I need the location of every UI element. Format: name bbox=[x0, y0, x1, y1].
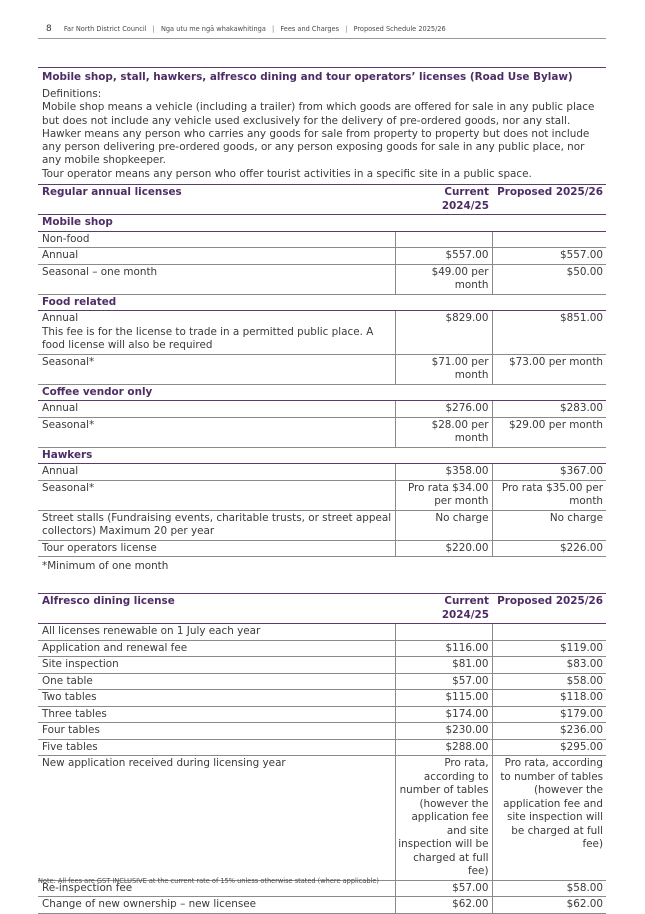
group-header-row bbox=[38, 215, 606, 232]
row-label bbox=[38, 417, 395, 447]
row-label bbox=[38, 510, 395, 540]
table-row bbox=[38, 231, 606, 248]
column-header-current: Current 2024/25 bbox=[395, 594, 492, 624]
table-header-row bbox=[38, 185, 606, 215]
row-label bbox=[38, 480, 395, 510]
table-header-row bbox=[38, 594, 606, 624]
row-current-fee: $115.00 bbox=[395, 690, 492, 707]
row-current-fee: $71.00 per month bbox=[395, 354, 492, 384]
row-proposed-fee: $29.00 per month bbox=[492, 417, 606, 447]
row-current-fee: $288.00 bbox=[395, 739, 492, 756]
row-current-fee: $276.00 bbox=[395, 401, 492, 418]
group-title: Coffee vendor only bbox=[38, 384, 606, 401]
row-label-text: All licenses renewable on 1 July each year bbox=[42, 625, 261, 638]
table-row bbox=[38, 723, 606, 740]
row-label-text: Change of new ownership – new licensee bbox=[42, 898, 257, 911]
row-proposed-fee: $557.00 bbox=[492, 248, 606, 265]
group-header-row bbox=[38, 447, 606, 464]
row-proposed-fee: No charge bbox=[492, 510, 606, 540]
row-proposed-fee bbox=[492, 624, 606, 641]
row-proposed-fee: $236.00 bbox=[492, 723, 606, 740]
definition-tour-operator: Tour operator means any person who offer tourist activities in a specific site in a public space. bbox=[42, 167, 532, 180]
row-proposed-fee: $73.00 per month bbox=[492, 354, 606, 384]
table-row bbox=[38, 739, 606, 756]
group-header-row bbox=[38, 294, 606, 311]
page-content bbox=[38, 67, 606, 914]
row-proposed-fee: $58.00 bbox=[492, 673, 606, 690]
group-header-row bbox=[38, 384, 606, 401]
row-proposed-fee: $50.00 bbox=[492, 264, 606, 294]
row-current-fee: $358.00 bbox=[395, 464, 492, 481]
row-current-fee: $57.00 bbox=[395, 673, 492, 690]
header-separator: | bbox=[152, 25, 155, 33]
row-current-fee: $81.00 bbox=[395, 657, 492, 674]
row-label bbox=[38, 739, 395, 756]
row-label bbox=[38, 540, 395, 557]
column-header-current: Current 2024/25 bbox=[395, 185, 492, 215]
header-section: Fees and Charges bbox=[280, 25, 340, 33]
table-row bbox=[38, 264, 606, 294]
table-row bbox=[38, 657, 606, 674]
row-label-text: Tour operators license bbox=[42, 541, 157, 554]
row-proposed-fee: $367.00 bbox=[492, 464, 606, 481]
row-label bbox=[38, 264, 395, 294]
row-proposed-fee: Pro rata $35.00 per month bbox=[492, 480, 606, 510]
group-title: Food related bbox=[38, 294, 606, 311]
row-proposed-fee: $62.00 bbox=[492, 897, 606, 914]
table-row bbox=[38, 311, 606, 355]
row-label bbox=[38, 706, 395, 723]
section-title: Mobile shop, stall, hawkers, alfresco dining and tour operators’ licenses (Road Use Bylaw) bbox=[38, 67, 606, 85]
row-label-text: Five tables bbox=[42, 740, 98, 753]
row-label-text: Annual bbox=[42, 402, 79, 415]
row-proposed-fee: $295.00 bbox=[492, 739, 606, 756]
table-row bbox=[38, 354, 606, 384]
header-separator: | bbox=[272, 25, 275, 33]
row-label bbox=[38, 231, 395, 248]
row-label-text: Seasonal – one month bbox=[42, 265, 158, 278]
row-label-text: One table bbox=[42, 674, 93, 687]
table-row bbox=[38, 510, 606, 540]
table-row bbox=[38, 756, 606, 881]
row-proposed-fee: Pro rata, according to number of tables (however the application fee and site inspection will be charged at full fee) bbox=[492, 756, 606, 881]
footer-note: Note: All fees are GST INCLUSIVE at the current rate of 15% unless otherwise stated (where applicable) bbox=[38, 877, 379, 885]
row-label-text: Two tables bbox=[42, 691, 97, 704]
definitions-heading: Definitions: bbox=[42, 88, 102, 100]
row-current-fee: $829.00 bbox=[395, 311, 492, 355]
row-label bbox=[38, 897, 395, 914]
row-label-detail: This fee is for the license to trade in a permitted public place. A food license will also be required bbox=[42, 325, 374, 352]
table-row bbox=[38, 706, 606, 723]
table-row bbox=[38, 690, 606, 707]
alfresco-dining-table bbox=[38, 593, 606, 914]
row-label bbox=[38, 723, 395, 740]
row-proposed-fee: $118.00 bbox=[492, 690, 606, 707]
table-row bbox=[38, 624, 606, 641]
row-current-fee: $116.00 bbox=[395, 640, 492, 657]
row-label bbox=[38, 311, 395, 355]
row-label-text: Application and renewal fee bbox=[42, 641, 188, 654]
row-current-fee bbox=[395, 231, 492, 248]
group-title: Hawkers bbox=[38, 447, 606, 464]
column-header-proposed: Proposed 2025/26 bbox=[492, 594, 606, 624]
row-label-text: New application received during licensing year bbox=[42, 757, 286, 770]
table-row bbox=[38, 897, 606, 914]
table-row bbox=[38, 248, 606, 265]
table-row bbox=[38, 673, 606, 690]
regular-licenses-table bbox=[38, 184, 606, 557]
row-label bbox=[38, 690, 395, 707]
row-proposed-fee: $851.00 bbox=[492, 311, 606, 355]
table-row bbox=[38, 640, 606, 657]
row-label-text: Re-inspection fee bbox=[42, 881, 133, 894]
row-current-fee: $57.00 bbox=[395, 880, 492, 897]
row-label bbox=[38, 354, 395, 384]
row-label-text: Annual bbox=[42, 465, 79, 478]
row-label-text: Annual bbox=[42, 249, 79, 262]
row-proposed-fee: $83.00 bbox=[492, 657, 606, 674]
row-label-text: Seasonal* bbox=[42, 418, 95, 431]
definitions-block bbox=[38, 85, 606, 184]
row-current-fee: $220.00 bbox=[395, 540, 492, 557]
row-current-fee: Pro rata, according to number of tables (however the application fee and site inspection will be charged at full fee) bbox=[395, 756, 492, 881]
row-label-text: Non-food bbox=[42, 232, 90, 245]
row-current-fee: No charge bbox=[395, 510, 492, 540]
row-label bbox=[38, 756, 395, 881]
group-title: Mobile shop bbox=[38, 215, 606, 232]
row-label-text: Four tables bbox=[42, 724, 100, 737]
row-label-text: Three tables bbox=[42, 707, 107, 720]
row-proposed-fee bbox=[492, 231, 606, 248]
row-label bbox=[38, 248, 395, 265]
column-header-item: Regular annual licenses bbox=[38, 185, 395, 215]
column-header-item: Alfresco dining license bbox=[38, 594, 395, 624]
row-label-text: Seasonal* bbox=[42, 355, 95, 368]
row-proposed-fee: $58.00 bbox=[492, 880, 606, 897]
row-label-text: Site inspection bbox=[42, 658, 119, 671]
page-number: 8 bbox=[46, 24, 52, 34]
page-header bbox=[46, 24, 606, 34]
table-row bbox=[38, 464, 606, 481]
table-row bbox=[38, 401, 606, 418]
row-current-fee: $174.00 bbox=[395, 706, 492, 723]
row-label bbox=[38, 673, 395, 690]
row-label-text: Street stalls (Fundraising events, charitable trusts, or street appeal collectors) Maximum 20 per year bbox=[42, 511, 392, 538]
row-current-fee: Pro rata $34.00 per month bbox=[395, 480, 492, 510]
header-maori-title: Nga utu me ngā whakawhitinga bbox=[160, 25, 266, 33]
table-row bbox=[38, 417, 606, 447]
row-current-fee: $49.00 per month bbox=[395, 264, 492, 294]
row-current-fee: $230.00 bbox=[395, 723, 492, 740]
header-rule bbox=[38, 38, 606, 39]
table-row bbox=[38, 480, 606, 510]
column-header-proposed: Proposed 2025/26 bbox=[492, 185, 606, 215]
row-label bbox=[38, 464, 395, 481]
row-label bbox=[38, 640, 395, 657]
row-proposed-fee: $179.00 bbox=[492, 706, 606, 723]
row-proposed-fee: $283.00 bbox=[492, 401, 606, 418]
minimum-note: *Minimum of one month bbox=[42, 560, 169, 573]
row-current-fee: $62.00 bbox=[395, 897, 492, 914]
row-label bbox=[38, 624, 395, 641]
row-current-fee: $28.00 per month bbox=[395, 417, 492, 447]
header-schedule: Proposed Schedule 2025/26 bbox=[353, 25, 446, 33]
row-label-text: Annual bbox=[42, 312, 79, 325]
row-proposed-fee: $226.00 bbox=[492, 540, 606, 557]
row-label bbox=[38, 657, 395, 674]
header-org: Far North District Council bbox=[63, 25, 147, 33]
definition-mobile-shop: Mobile shop means a vehicle (including a trailer) from which goods are offered for sale in any public place but does not include any vehicle used exclusively for the delivery of pre-ordered goods, nor any stall. bbox=[42, 101, 595, 127]
row-label bbox=[38, 401, 395, 418]
table-row bbox=[38, 540, 606, 557]
row-proposed-fee: $119.00 bbox=[492, 640, 606, 657]
row-current-fee bbox=[395, 624, 492, 641]
header-separator: | bbox=[345, 25, 348, 33]
definition-hawker: Hawker means any person who carries any goods for sale from property to property but does not include any person delivering pre-ordered goods, or any person exposing goods for sale in any public place, nor any mobile shopkeeper. bbox=[42, 127, 590, 167]
row-label-text: Seasonal* bbox=[42, 481, 95, 494]
row-current-fee: $557.00 bbox=[395, 248, 492, 265]
